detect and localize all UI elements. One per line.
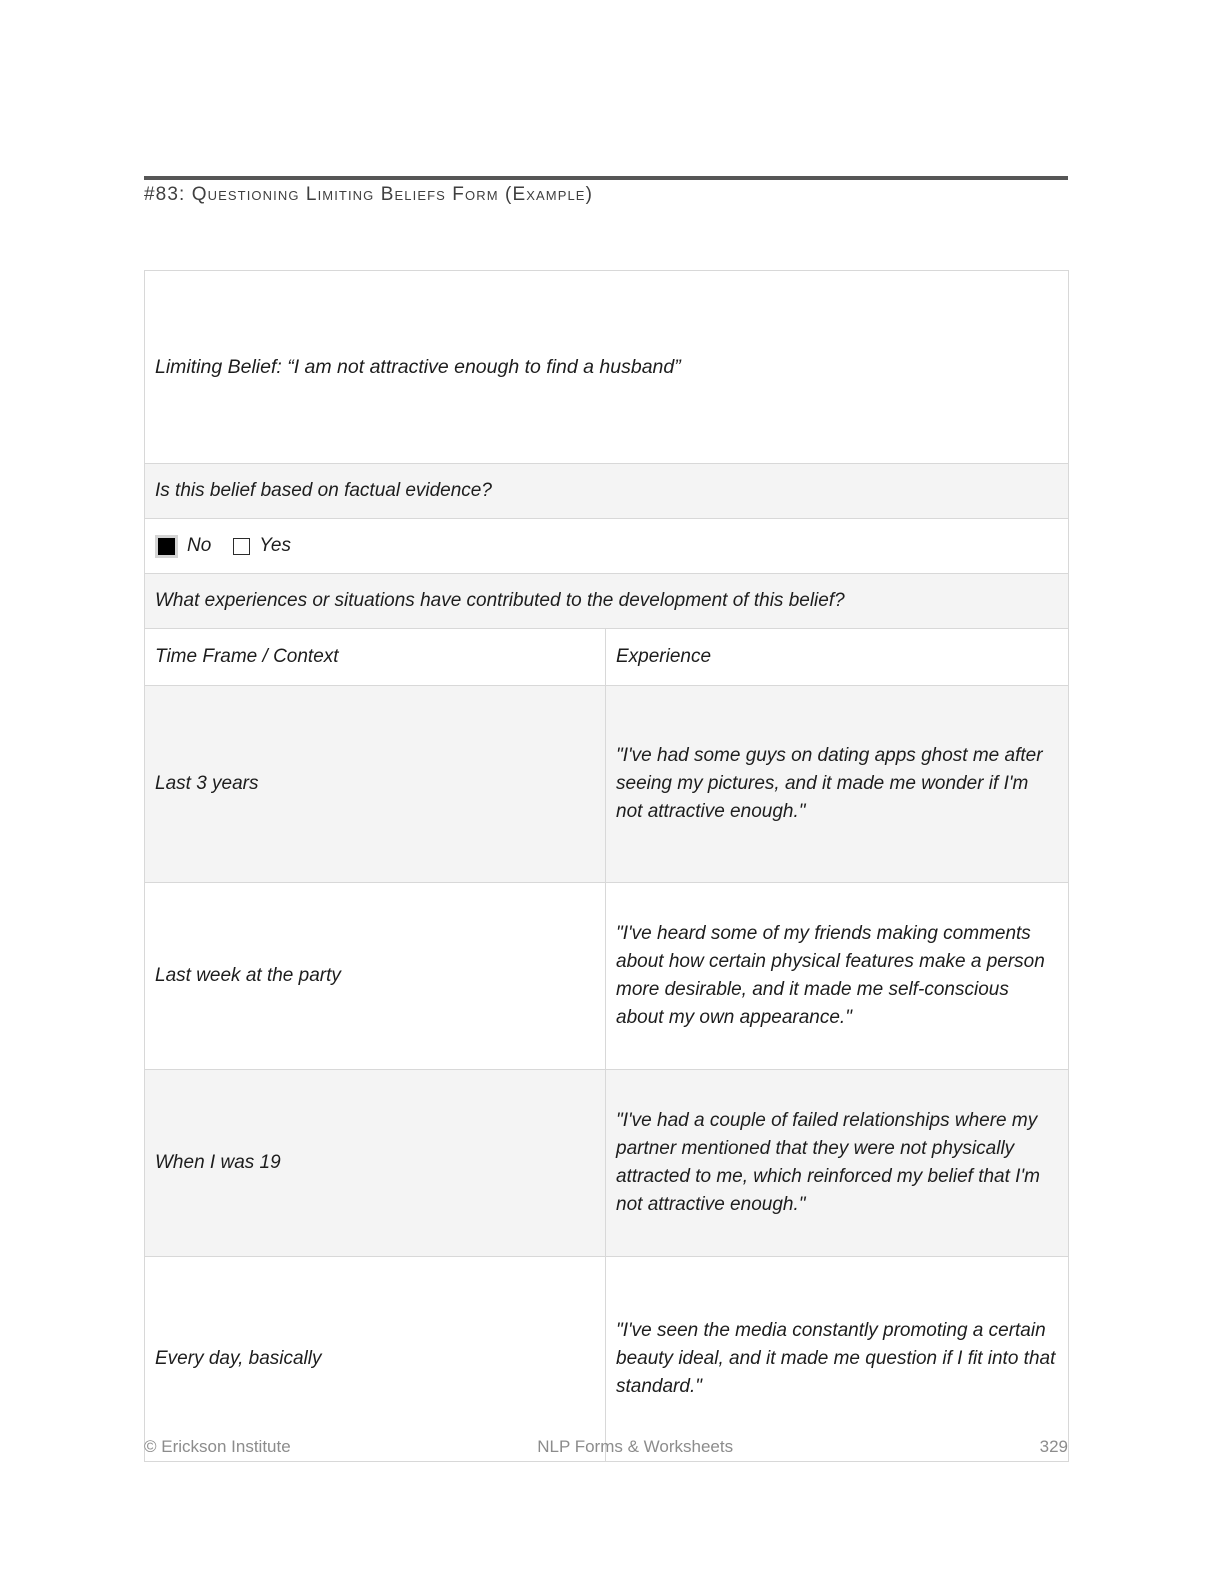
cell-time-frame[interactable] [145,1070,606,1257]
page-footer [144,1437,1068,1457]
limiting-belief-text: Limiting Belief: “I am not attractive enough to find a husband” [155,355,681,378]
footer-page-number: 329 [1039,1437,1068,1456]
evidence-choice-group [155,535,1068,558]
cell-experience-text: "I've had some guys on dating apps ghost me after seeing my pictures, and it made me wonder if I'm not attractive enough." [616,744,1043,823]
cell-time-frame-text: When I was 19 [155,1151,281,1173]
cell-experience-text: "I've seen the media constantly promoting a certain beauty ideal, and it made me question if I fit into that standard." [616,1319,1056,1398]
column-header-time-frame-label: Time Frame / Context [155,646,339,667]
checkbox-checked-icon[interactable] [155,535,178,558]
page-title: #83: Questioning Limiting Beliefs Form (Example) [144,184,593,205]
cell-experience[interactable] [606,686,1069,883]
experiences-question-row [145,574,1069,629]
evidence-answer-cell [145,519,1069,574]
evidence-question-row [145,464,1069,519]
table-row [145,686,1069,883]
limiting-belief-cell[interactable] [145,271,1069,464]
header-rule [144,176,1068,180]
cell-time-frame[interactable] [145,1257,606,1462]
cell-time-frame-text: Every day, basically [155,1347,322,1369]
choice-yes-label: Yes [259,535,291,556]
cell-time-frame[interactable] [145,686,606,883]
cell-time-frame-text: Last week at the party [155,964,341,986]
choice-no-label: No [187,535,212,556]
evidence-question-cell [145,464,1069,519]
evidence-question-label: Is this belief based on factual evidence? [155,480,492,501]
table-column-header-row [145,629,1069,686]
table-row [145,1070,1069,1257]
choice-no[interactable] [155,535,211,558]
cell-experience-text: "I've heard some of my friends making comments about how certain physical features make a person more desirable, and it made me self-conscious about my own appearance." [616,922,1045,1029]
column-header-time-frame [145,629,606,686]
table-row [145,883,1069,1070]
choice-yes[interactable] [233,535,291,557]
cell-time-frame[interactable] [145,883,606,1070]
limiting-belief-row [145,271,1069,464]
cell-experience[interactable] [606,883,1069,1070]
table-row [145,1257,1069,1462]
questioning-limiting-beliefs-form [144,270,1069,1462]
cell-experience[interactable] [606,1070,1069,1257]
cell-experience[interactable] [606,1257,1069,1462]
column-header-experience-label: Experience [616,646,712,667]
cell-experience-text: "I've had a couple of failed relationships where my partner mentioned that they were not physically attracted to me, which reinforced my belief that I'm not attractive enough." [616,1109,1040,1216]
column-header-experience [606,629,1069,686]
experiences-question-label: What experiences or situations have contributed to the development of this belief? [155,590,845,611]
evidence-answer-row [145,519,1069,574]
footer-title: NLP Forms & Worksheets [537,1437,734,1456]
checkbox-empty-icon[interactable] [233,538,250,555]
experiences-question-cell [145,574,1069,629]
footer-copyright: © Erickson Institute [144,1437,291,1456]
cell-time-frame-text: Last 3 years [155,772,259,794]
